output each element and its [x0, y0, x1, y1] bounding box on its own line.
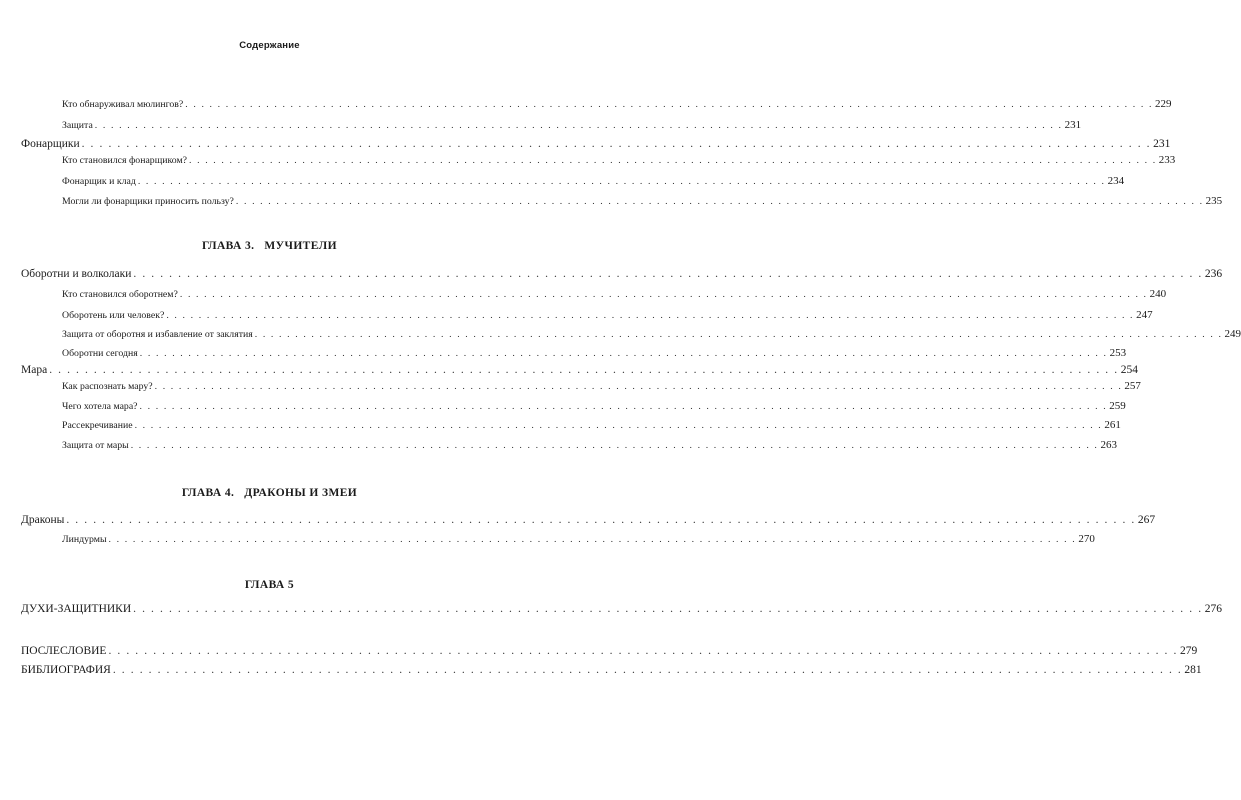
toc-entry-title: Фонарщик и клад	[62, 176, 136, 187]
toc-entry	[0, 327, 1241, 341]
toc-entry-page: 254	[1120, 364, 1138, 376]
toc-entry	[0, 399, 1126, 413]
toc-entry-title: Фонарщики	[21, 138, 80, 150]
chapter-title: МУЧИТЕЛИ	[264, 240, 337, 252]
toc-entry-title: Линдурмы	[62, 534, 107, 545]
toc-leader: . . . . . . . . . . . . . . . . . . . . . . . . . . . . . . . . . . . . . . . . . . . . . . . . . . . . . . . . . . . . . . . . . . . . . . . . . . . . . . . . . . . . . . . . . . . . . . . . . . . . . . . . . . . . . . . . . . . . . . . .	[133, 603, 1203, 615]
toc-entry	[0, 287, 1167, 301]
toc-entry-title: Мара	[21, 364, 48, 376]
toc-entry-page: 229	[1155, 98, 1172, 110]
toc-entry	[0, 663, 1202, 677]
toc-entry	[0, 418, 1121, 432]
toc-entry-title: Кто становился оборотнем?	[62, 289, 178, 300]
chapter-heading	[0, 240, 539, 252]
toc-entry-title: Драконы	[21, 514, 65, 526]
toc-entry-page: 279	[1179, 645, 1198, 657]
toc-leader: . . . . . . . . . . . . . . . . . . . . . . . . . . . . . . . . . . . . . . . . . . . . . . . . . . . . . . . . . . . . . . . . . . . . . . . . . . . . . . . . . . . . . . . . . . . . . . . . . . . . . . . . . . . . . . . . . . . . . . . .	[66, 514, 1136, 526]
toc-entry-page: 231	[1153, 138, 1171, 150]
chapter-label: ГЛАВА 5	[244, 579, 295, 591]
toc-leader: . . . . . . . . . . . . . . . . . . . . . . . . . . . . . . . . . . . . . . . . . . . . . . . . . . . . . . . . . . . . . . . . . . . . . . . . . . . . . . . . . . . . . . . . . . . . . . . . . . . . . . . . . . . . . . . . . . . . . . . .	[108, 645, 1178, 657]
toc-entry-page: 267	[1137, 514, 1156, 526]
toc-entry-title: Могли ли фонарщики приносить пользу?	[62, 196, 234, 207]
toc-entry-page: 276	[1204, 603, 1222, 615]
toc-entry-page: 235	[1205, 195, 1223, 207]
toc-entry-title: Как распознать мару?	[62, 381, 153, 392]
toc-leader: . . . . . . . . . . . . . . . . . . . . . . . . . . . . . . . . . . . . . . . . . . . . . . . . . . . . . . . . . . . . . . . . . . . . . . . . . . . . . . . . . . . . . . . . . . . . . . . . . . . . . . . . . . . . . . . . . . . . . . . .	[254, 329, 1223, 340]
toc-entry-title: Оборотни сегодня	[62, 348, 138, 359]
toc-leader: . . . . . . . . . . . . . . . . . . . . . . . . . . . . . . . . . . . . . . . . . . . . . . . . . . . . . . . . . . . . . . . . . . . . . . . . . . . . . . . . . . . . . . . . . . . . . . . . . . . . . . . . . . . . . . . . . . . . . . . .	[185, 99, 1154, 110]
toc-entry-title: Защита от мары	[62, 440, 129, 451]
toc-entry-page: 259	[1109, 400, 1126, 412]
chapter-heading	[0, 579, 539, 591]
toc-leader: . . . . . . . . . . . . . . . . . . . . . . . . . . . . . . . . . . . . . . . . . . . . . . . . . . . . . . . . . . . . . . . . . . . . . . . . . . . . . . . . . . . . . . . . . . . . . . . . . . . . . . . . . . . . . . . . . . . . . . . .	[49, 364, 1119, 376]
toc-entry-title: ПОСЛЕСЛОВИЕ	[21, 645, 107, 657]
toc-entry	[0, 532, 1095, 546]
toc-entry	[0, 438, 1117, 452]
page-header: Содержание	[239, 40, 300, 51]
toc-leader: . . . . . . . . . . . . . . . . . . . . . . . . . . . . . . . . . . . . . . . . . . . . . . . . . . . . . . . . . . . . . . . . . . . . . . . . . . . . . . . . . . . . . . . . . . . . . . . . . . . . . . . . . . . . . . . . . . . . . . . .	[189, 155, 1157, 166]
toc-entry-title: Рассекречивание	[62, 420, 133, 431]
toc-leader: . . . . . . . . . . . . . . . . . . . . . . . . . . . . . . . . . . . . . . . . . . . . . . . . . . . . . . . . . . . . . . . . . . . . . . . . . . . . . . . . . . . . . . . . . . . . . . . . . . . . . . . . . . . . . . . . . . . . . . . .	[166, 310, 1135, 321]
toc-entry	[0, 137, 1171, 151]
toc-leader: . . . . . . . . . . . . . . . . . . . . . . . . . . . . . . . . . . . . . . . . . . . . . . . . . . . . . . . . . . . . . . . . . . . . . . . . . . . . . . . . . . . . . . . . . . . . . . . . . . . . . . . . . . . . . . . . . . . . . . . .	[154, 381, 1123, 392]
toc-leader: . . . . . . . . . . . . . . . . . . . . . . . . . . . . . . . . . . . . . . . . . . . . . . . . . . . . . . . . . . . . . . . . . . . . . . . . . . . . . . . . . . . . . . . . . . . . . . . . . . . . . . . . . . . . . . . . . . . . . . . .	[130, 440, 1099, 451]
toc-entry	[0, 379, 1141, 393]
toc-entry	[0, 194, 1223, 208]
toc-entry	[0, 308, 1153, 322]
toc-leader: . . . . . . . . . . . . . . . . . . . . . . . . . . . . . . . . . . . . . . . . . . . . . . . . . . . . . . . . . . . . . . . . . . . . . . . . . . . . . . . . . . . . . . . . . . . . . . . . . . . . . . . . . . . . . . . . . . . . . . . .	[139, 401, 1108, 412]
toc-entry-title: БИБЛИОГРАФИЯ	[21, 664, 111, 676]
toc-entry-page: 257	[1124, 380, 1141, 392]
toc-entry	[0, 267, 1223, 281]
toc-entry-page: 263	[1100, 439, 1117, 451]
toc-leader: . . . . . . . . . . . . . . . . . . . . . . . . . . . . . . . . . . . . . . . . . . . . . . . . . . . . . . . . . . . . . . . . . . . . . . . . . . . . . . . . . . . . . . . . . . . . . . . . . . . . . . . . . . . . . . . . . . . . . . . .	[137, 176, 1106, 187]
toc-entry	[0, 118, 1082, 132]
toc-entry	[0, 153, 1176, 167]
toc-leader: . . . . . . . . . . . . . . . . . . . . . . . . . . . . . . . . . . . . . . . . . . . . . . . . . . . . . . . . . . . . . . . . . . . . . . . . . . . . . . . . . . . . . . . . . . . . . . . . . . . . . . . . . . . . . . . . . . . . . . . .	[139, 348, 1108, 359]
toc-entry-title: Защита от оборотня и избавление от заклятия	[62, 329, 253, 340]
toc-entry-page: 231	[1064, 119, 1082, 131]
chapter-label: ГЛАВА 3.	[202, 240, 255, 252]
toc-entry-title: Кто становился фонарщиком?	[62, 155, 188, 166]
toc-entry-page: 281	[1184, 664, 1202, 676]
toc-entry	[0, 346, 1127, 360]
toc-leader: . . . . . . . . . . . . . . . . . . . . . . . . . . . . . . . . . . . . . . . . . . . . . . . . . . . . . . . . . . . . . . . . . . . . . . . . . . . . . . . . . . . . . . . . . . . . . . . . . . . . . . . . . . . . . . . . . . . . . . . .	[81, 138, 1152, 150]
toc-leader: . . . . . . . . . . . . . . . . . . . . . . . . . . . . . . . . . . . . . . . . . . . . . . . . . . . . . . . . . . . . . . . . . . . . . . . . . . . . . . . . . . . . . . . . . . . . . . . . . . . . . . . . . . . . . . . . . . . . . . . .	[235, 196, 1204, 207]
toc-leader: . . . . . . . . . . . . . . . . . . . . . . . . . . . . . . . . . . . . . . . . . . . . . . . . . . . . . . . . . . . . . . . . . . . . . . . . . . . . . . . . . . . . . . . . . . . . . . . . . . . . . . . . . . . . . . . . . . . . . . . .	[108, 534, 1077, 545]
toc-leader: . . . . . . . . . . . . . . . . . . . . . . . . . . . . . . . . . . . . . . . . . . . . . . . . . . . . . . . . . . . . . . . . . . . . . . . . . . . . . . . . . . . . . . . . . . . . . . . . . . . . . . . . . . . . . . . . . . . . . . . .	[112, 664, 1183, 676]
toc-entry-title: Кто обнаруживал мюлингов?	[62, 99, 184, 110]
toc-entry-page: 249	[1224, 328, 1241, 340]
toc-leader: . . . . . . . . . . . . . . . . . . . . . . . . . . . . . . . . . . . . . . . . . . . . . . . . . . . . . . . . . . . . . . . . . . . . . . . . . . . . . . . . . . . . . . . . . . . . . . . . . . . . . . . . . . . . . . . . . . . . . . . .	[134, 420, 1103, 431]
toc-entry	[0, 97, 1172, 111]
toc-entry	[0, 174, 1125, 188]
chapter-title: ДРАКОНЫ И ЗМЕИ	[244, 487, 358, 499]
toc-entry-title: ДУХИ-ЗАЩИТНИКИ	[21, 603, 132, 615]
toc-entry-page: 233	[1158, 154, 1176, 166]
toc-entry-page: 247	[1136, 309, 1153, 321]
toc-entry-title: Чего хотела мара?	[62, 401, 138, 412]
toc-entry-title: Оборотень или человек?	[62, 310, 165, 321]
chapter-heading	[0, 487, 539, 499]
toc-entry	[0, 513, 1156, 527]
toc-entry-page: 234	[1107, 175, 1125, 187]
toc-entry-page: 253	[1109, 347, 1127, 359]
chapter-label: ГЛАВА 4.	[181, 487, 235, 499]
toc-leader: . . . . . . . . . . . . . . . . . . . . . . . . . . . . . . . . . . . . . . . . . . . . . . . . . . . . . . . . . . . . . . . . . . . . . . . . . . . . . . . . . . . . . . . . . . . . . . . . . . . . . . . . . . . . . . . . . . . . . . . .	[94, 120, 1063, 131]
toc-entry-title: Оборотни и волколаки	[21, 268, 132, 280]
toc-leader: . . . . . . . . . . . . . . . . . . . . . . . . . . . . . . . . . . . . . . . . . . . . . . . . . . . . . . . . . . . . . . . . . . . . . . . . . . . . . . . . . . . . . . . . . . . . . . . . . . . . . . . . . . . . . . . . . . . . . . . .	[133, 268, 1203, 280]
toc-entry-title: Защита	[62, 120, 93, 131]
toc-entry-page: 236	[1204, 268, 1223, 280]
toc-entry-page: 240	[1149, 288, 1167, 300]
toc-entry	[0, 602, 1222, 616]
toc-entry	[0, 644, 1198, 658]
toc-leader: . . . . . . . . . . . . . . . . . . . . . . . . . . . . . . . . . . . . . . . . . . . . . . . . . . . . . . . . . . . . . . . . . . . . . . . . . . . . . . . . . . . . . . . . . . . . . . . . . . . . . . . . . . . . . . . . . . . . . . . .	[179, 289, 1148, 300]
toc-entry-page: 261	[1104, 419, 1121, 431]
toc-entry	[0, 363, 1138, 377]
toc-entry-page: 270	[1078, 533, 1095, 545]
